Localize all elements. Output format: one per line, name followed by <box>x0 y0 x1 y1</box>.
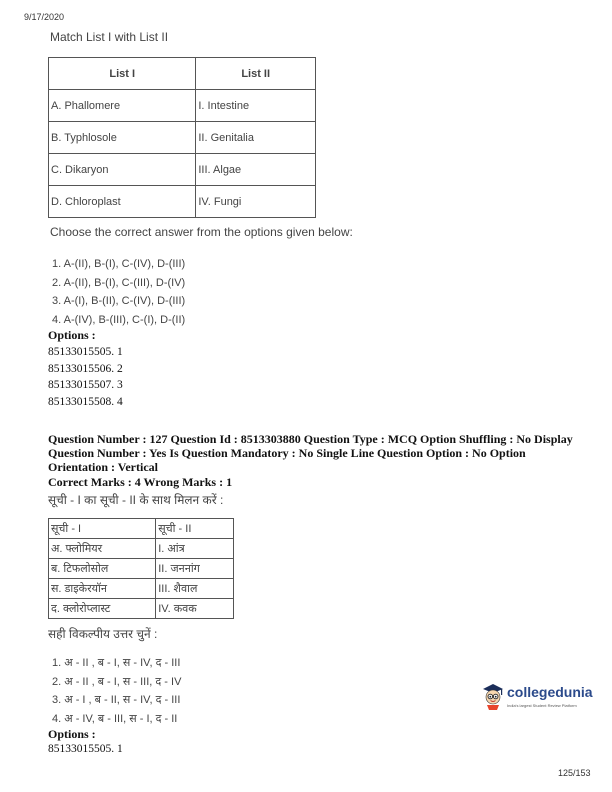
option-id: 85133015505. 1 <box>48 346 123 358</box>
answer-choice: 4. अ - IV, ब - III, स - I, द - II <box>52 712 178 725</box>
hindi-choose-instruction: सही विकल्पीय उत्तर चुनें : <box>48 627 158 641</box>
table-row <box>49 154 316 186</box>
table-cell: द. क्लोरोप्लास्ट <box>49 599 156 619</box>
table-cell: B. Typhlosole <box>49 122 196 154</box>
answer-choice: 1. A-(II), B-(I), C-(IV), D-(III) <box>52 258 186 270</box>
table-cell: III. शैवाल <box>156 579 234 599</box>
table-cell: ब. टिफलोसोल <box>49 559 156 579</box>
answer-choice: 1. अ - II , ब - I, स - IV, द - III <box>52 657 181 669</box>
option-id: 85133015505. 1 <box>48 743 123 755</box>
print-date: 9/17/2020 <box>24 12 65 22</box>
collegedunia-logo-text: collegedunia <box>507 684 593 700</box>
question-metadata: Question Number : 127 Question Id : 8513303880 Question Type : MCQ Option Shuffling : No Display Question Number : Yes Is Question Mandatory : No Single Line Question Option : No Option Orientation : Vertical <box>48 432 573 474</box>
option-id: 85133015508. 4 <box>48 395 123 408</box>
table-header: List II <box>196 58 316 90</box>
match-table-english <box>48 57 316 218</box>
table-cell: सूची - I <box>49 519 156 539</box>
answer-choice: 3. A-(I), B-(II), C-(IV), D-(III) <box>52 295 186 307</box>
table-row <box>49 559 234 579</box>
table-header: List I <box>49 58 196 90</box>
marks-info: Correct Marks : 4 Wrong Marks : 1 <box>48 475 233 489</box>
choose-instruction: Choose the correct answer from the options given below: <box>50 225 353 239</box>
table-cell: IV. Fungi <box>196 186 316 218</box>
table-row <box>49 90 316 122</box>
table-row <box>49 186 316 218</box>
table-row <box>49 599 234 619</box>
table-row <box>49 519 234 539</box>
answer-choice: 3. अ - I , ब - II, स - IV, द - III <box>52 694 181 706</box>
answer-choice: 2. A-(II), B-(I), C-(III), D-(IV) <box>52 276 186 289</box>
table-row <box>49 539 234 559</box>
table-cell: C. Dikaryon <box>49 154 196 186</box>
answer-choices <box>52 255 185 329</box>
table-row <box>49 122 316 154</box>
options-label: Options : <box>48 727 96 741</box>
options-label: Options : <box>48 328 96 342</box>
option-id: 85133015507. 3 <box>48 379 123 391</box>
collegedunia-mascot-icon <box>480 680 506 710</box>
option-id: 85133015506. 2 <box>48 362 123 375</box>
table-cell: II. जननांग <box>156 559 234 579</box>
table-cell: स. डाइकेरयॉन <box>49 579 156 599</box>
table-cell: D. Chloroplast <box>49 186 196 218</box>
table-cell: I. आंत्र <box>156 539 234 559</box>
question-prompt: Match List I with List II <box>50 30 169 44</box>
collegedunia-tagline: India's largest Student Review Platform <box>507 703 577 708</box>
table-cell: III. Algae <box>196 154 316 186</box>
table-cell: सूची - II <box>156 519 234 539</box>
table-cell: अ. फ्लोमियर <box>49 539 156 559</box>
answer-choice: 4. A-(IV), B-(III), C-(I), D-(II) <box>52 313 186 326</box>
answer-choice: 2. अ - II , ब - I, स - III, द - IV <box>52 675 182 688</box>
table-cell: I. Intestine <box>196 90 316 122</box>
hindi-answer-choices <box>52 654 181 728</box>
page-number: 125/153 <box>558 768 591 778</box>
table-cell: IV. कवक <box>156 599 234 619</box>
hindi-question-prompt: सूची - I का सूची - II के साथ मिलन करें : <box>48 493 224 507</box>
table-cell: II. Genitalia <box>196 122 316 154</box>
option-ids <box>48 344 123 410</box>
match-table-hindi <box>48 518 234 619</box>
table-cell: A. Phallomere <box>49 90 196 122</box>
table-row <box>49 579 234 599</box>
